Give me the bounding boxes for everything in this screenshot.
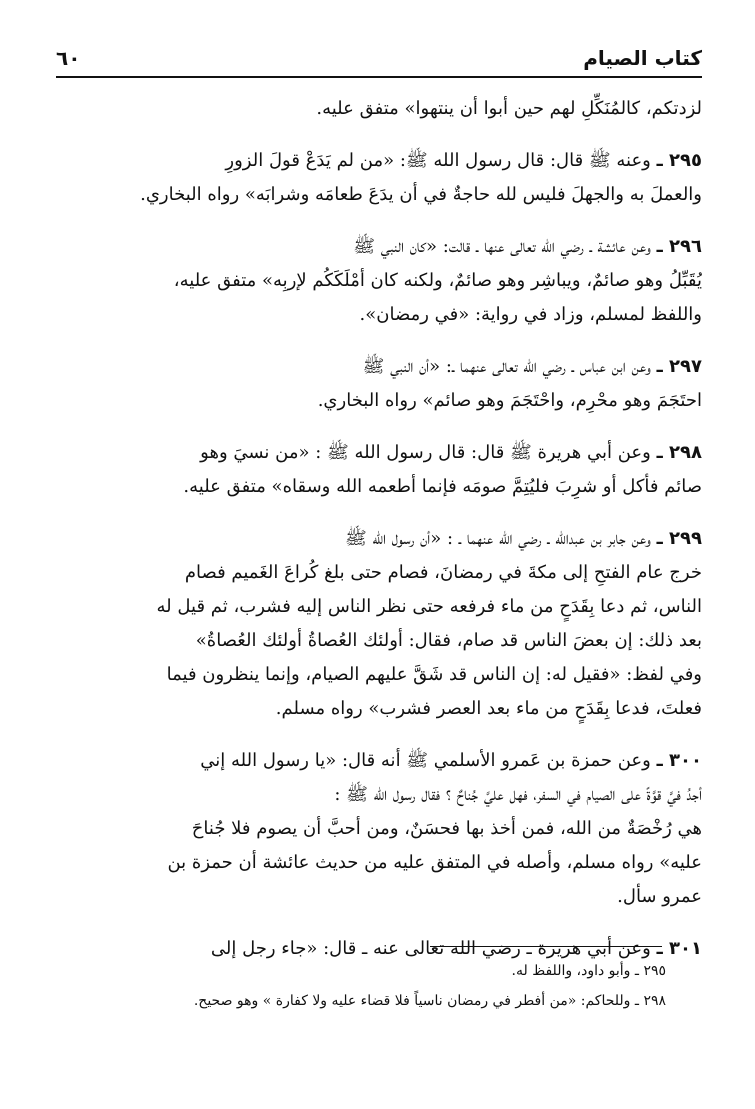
hadith-number: ٣٠٠ ـ (656, 750, 702, 771)
line-text: وعن ابن عباس ـ رضي الله تعالى عنهما ـ: «أن النبي ﷺ (362, 356, 651, 377)
text-line (66, 522, 702, 556)
line-text: وعن حمزة بن عَمرو الأسلمي ﷺ أنه قال: «يا رسول الله إني (200, 750, 651, 771)
text-line (66, 230, 702, 264)
line-text: عمرو سأل. (617, 886, 702, 907)
hadith-number: ٢٩٨ ـ (656, 442, 702, 463)
footnote: ٢٩٥ ـ وأبو داود، واللفظ له. (511, 963, 666, 979)
page-header (56, 44, 702, 78)
text-line (66, 264, 702, 298)
text-line (66, 144, 702, 178)
hadith-number: ٣٠١ ـ (656, 938, 702, 959)
line-text: بعد ذلك: إن بعضَ الناس قد صام، فقال: أولئك العُصاةُ أولئك العُصاةُ» (195, 630, 702, 651)
text-line (66, 744, 702, 778)
text-line (66, 92, 702, 126)
text-line (66, 812, 702, 846)
hadith-number: ٢٩٩ ـ (656, 528, 702, 549)
footnote: ٢٩٨ ـ وللحاكم: «من أفطر في رمضان ناسياً فلا قضاء عليه ولا كفارة » وهو صحيح. (193, 993, 666, 1009)
text-line (66, 436, 702, 470)
hadith-number: ٢٩٧ ـ (656, 356, 702, 377)
main-text (66, 92, 702, 966)
text-line (66, 880, 702, 914)
text-line (66, 298, 702, 332)
text-line (66, 350, 702, 384)
text-line (66, 778, 702, 812)
page-number: ٦٠ (56, 46, 81, 70)
text-line (66, 846, 702, 880)
text-line (66, 178, 702, 212)
line-text: الناس، ثم دعا بِقَدَحٍ من ماء فرفعه حتى نظر الناس إليه فشرب، ثم قيل له (156, 596, 702, 617)
text-line (66, 590, 702, 624)
line-text: صائم فأكل أو شرِبَ فليُتِمَّ صومَه فإنما أطعمه الله وسقاه» متفق عليه. (183, 476, 702, 497)
line-text: خرج عام الفتحِ إلى مكةَ في رمضانَ، فصام حتى بلغ كُراعَ الغَميم فصام (184, 562, 702, 583)
line-text: وعنه ﷺ قال: قال رسول الله ﷺ: «من لم يَدَعْ قولَ الزورِ (225, 150, 651, 171)
text-line (66, 658, 702, 692)
text-line (66, 624, 702, 658)
line-text: احتَجَمَ وهو محْرِم، واحْتَجَمَ وهو صائم» رواه البخاري. (317, 390, 702, 411)
line-text: وفي لفظ: «فقيل له: إن الناس قد شَقَّ عليهم الصيام، وإنما ينظرون فيما (166, 664, 702, 685)
text-line (66, 470, 702, 504)
line-text: وعن عائشة ـ رضي الله تعالى عنها ـ قالت: «كان النبي ﷺ (353, 236, 651, 257)
line-text: أجدُ فيَّ قوَّةً على الصيام في السفر، فهل عليَّ جُناحٌ ؟ فقال رسول الله ﷺ : (334, 784, 702, 805)
line-text: وعن جابر بن عبدالله ـ رضي الله عنهما ـ : «أن رسول الله ﷺ (345, 528, 651, 549)
line-text: عليه» رواه مسلم، وأصله في المتفق عليه من حديث عائشة أن حمزة بن (167, 852, 702, 873)
line-text: لزدتكم، كالمُنَكِّلِ لهم حين أبوا أن ينتهوا» متفق عليه. (316, 98, 702, 119)
footnote-divider (430, 946, 662, 947)
book-title: كتاب الصيام (583, 46, 702, 70)
line-text: يُقَبِّلُ وهو صائمٌ، ويباشِر وهو صائمٌ، ولكنه كان أمْلَكَكُم لإربِه» متفق عليه، (173, 270, 702, 291)
text-line (66, 384, 702, 418)
line-text: واللفظ لمسلم، وزاد في رواية: «في رمضان». (359, 304, 702, 325)
line-text: والعملَ به والجهلَ فليس لله حاجةٌ في أن يدَعَ طعامَه وشرابَه» رواه البخاري. (140, 184, 702, 205)
line-text: وعن أبي هريرة ﷺ قال: قال رسول الله ﷺ : «من نسيَ وهو (200, 442, 651, 463)
text-line (66, 692, 702, 726)
hadith-number: ٢٩٥ ـ (656, 150, 702, 171)
text-line (66, 556, 702, 590)
line-text: فعلتَ، فدعا بِقَدَحٍ من ماء بعد العصر فشرب» رواه مسلم. (275, 698, 702, 719)
hadith-number: ٢٩٦ ـ (656, 236, 702, 257)
line-text: وعن أبي هريرة ـ رضي الله تعالى عنه ـ قال: «جاء رجل إلى (210, 938, 651, 959)
line-text: هي رُخْصَةٌ من الله، فمن أخذ بها فحسَنٌ، ومن أحبَّ أن يصوم فلا جُناحَ (191, 818, 702, 839)
footnotes (70, 956, 666, 1016)
